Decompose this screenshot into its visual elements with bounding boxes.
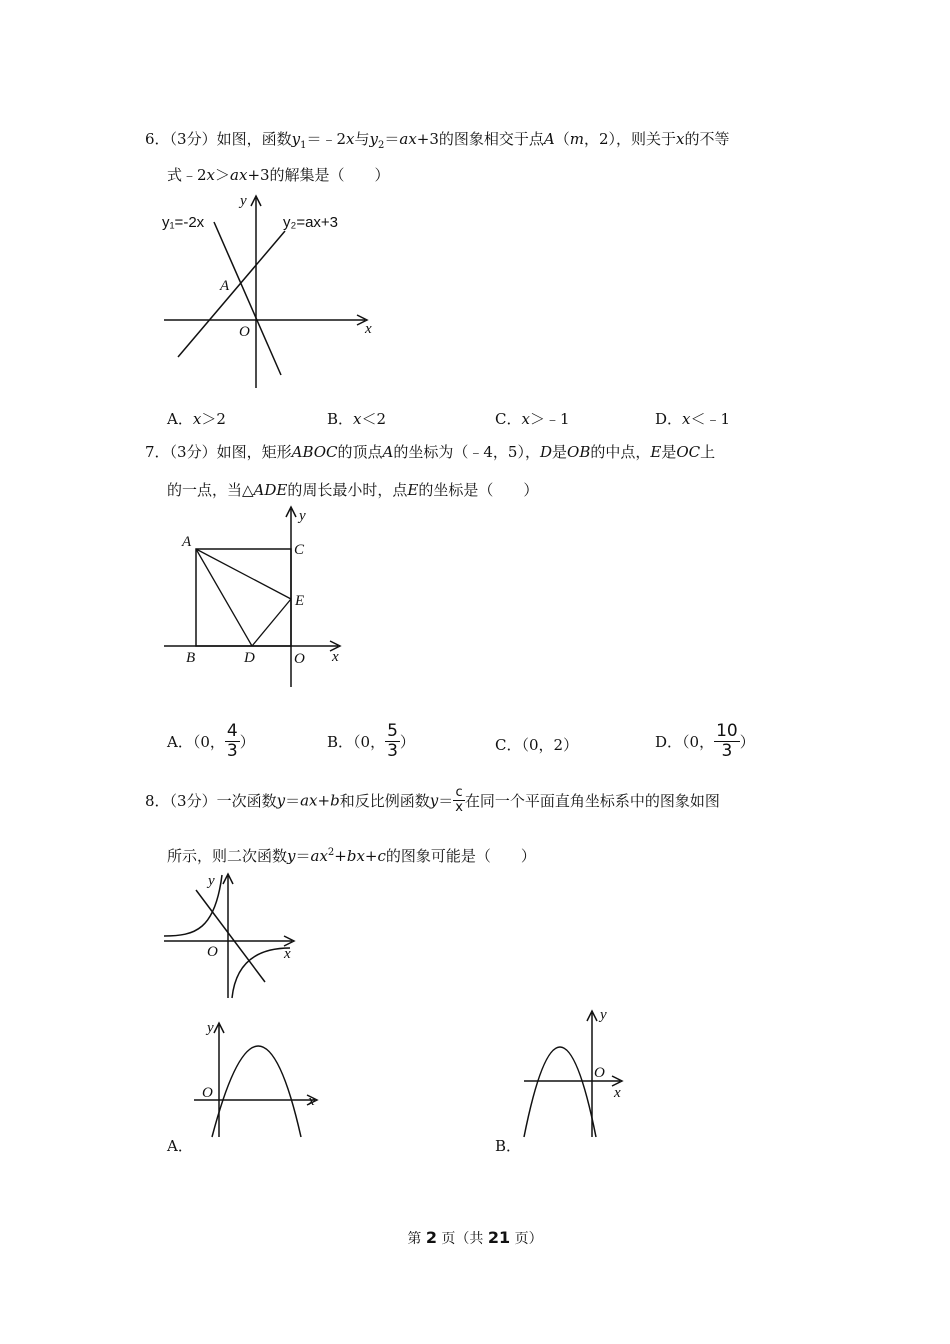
q6-text: +3的图象相交于点 [416, 130, 544, 148]
option-letter: A． [167, 410, 193, 428]
fraction-denominator: 3 [721, 741, 733, 761]
option-letter: D． [655, 733, 683, 751]
q7-text: 的一点，当△ [167, 481, 254, 499]
q8-option-a[interactable]: A． [167, 1137, 193, 1155]
q8-b-axis-x-label: x [614, 1085, 621, 1101]
q7-var: E [650, 443, 662, 461]
q7-option-d[interactable] [655, 722, 755, 761]
q6-text: 与 [354, 130, 370, 148]
q8-text: ＝ [438, 792, 454, 810]
q7-option-a[interactable] [167, 722, 255, 761]
q7-score: （3分） [169, 443, 217, 461]
q6-point-A: A [220, 278, 230, 294]
q8-a-origin: O [202, 1085, 213, 1101]
q7-var: A [382, 443, 394, 461]
option-text: ） [399, 733, 415, 751]
q6-var: ax [399, 130, 417, 148]
footer-text: 页（共 [436, 1231, 488, 1247]
q8-a-axis-x-label: x [308, 1093, 315, 1109]
fraction-numerator: c [453, 786, 465, 801]
option-text: ＜﹣1 [690, 410, 731, 428]
option-fraction [714, 722, 740, 761]
q6-var: x [206, 166, 216, 184]
q7-origin: O [294, 651, 305, 667]
q6-text: 式﹣2 [167, 166, 207, 184]
footer-text: 第 [407, 1231, 426, 1247]
q8-line2 [167, 845, 536, 866]
q7-text: 是 [661, 443, 677, 461]
q6-var: y [369, 130, 378, 148]
q6-text: +3的解集是（ ） [247, 166, 390, 184]
q6-option-d[interactable] [655, 408, 730, 429]
option-letter: C． [495, 410, 522, 428]
footer-text: 页） [510, 1231, 543, 1247]
q6-sub: 2 [377, 140, 385, 151]
q8-text: 在同一个平面直角坐标系中的图象如图 [464, 792, 720, 810]
q6-axis-y-label: y [240, 193, 247, 209]
q7-point-B: B [186, 650, 196, 666]
fraction-numerator: 10 [716, 721, 738, 741]
q7-var: D [539, 443, 553, 461]
q8-score: （3分） [169, 792, 217, 810]
option-text: ＞2 [201, 410, 226, 428]
q8-text: 一次函数 [216, 792, 277, 810]
q8-figure-main [160, 870, 310, 1000]
q8-b-origin: O [594, 1065, 605, 1081]
q6-label-y2: y₂=ax+3 [283, 214, 339, 231]
q6-number: 6． [145, 130, 170, 148]
option-text: ＜2 [361, 410, 387, 428]
q8-main-axis-x-label: x [284, 946, 291, 962]
q6-var: x [346, 130, 355, 148]
q8-var: ax+b [300, 791, 340, 810]
option-letter: A． [167, 733, 193, 751]
q8-a-axis-y-label: y [207, 1020, 214, 1036]
option-var: x [682, 410, 691, 428]
q6-axis-x-label: x [365, 321, 372, 337]
q8-main-origin: O [207, 944, 218, 960]
q6-option-b[interactable] [327, 408, 386, 429]
option-letter: D． [655, 410, 683, 428]
q6-var: y [291, 130, 301, 148]
option-var: x [353, 410, 362, 428]
option-letter: B． [327, 733, 354, 751]
fraction-denominator: 3 [387, 741, 398, 761]
option-letter: C． [495, 736, 522, 754]
q7-text: 的顶点 [337, 443, 383, 461]
q7-point-D: D [244, 650, 255, 666]
option-fraction [225, 722, 240, 761]
q7-option-b[interactable] [327, 722, 415, 761]
q8-sup: 2 [327, 847, 335, 858]
q6-var: x [676, 130, 685, 148]
q7-text: 上 [700, 443, 716, 461]
q8-option-a-figure[interactable] [190, 1015, 350, 1140]
q8-text: 的图象可能是（ ） [385, 847, 536, 865]
q8-text: 所示，则二次函数 [167, 847, 288, 865]
q8-text: ＝ [295, 847, 311, 865]
q7-var: OB [567, 443, 591, 461]
q7-var: ABOC [291, 443, 338, 461]
q7-point-C: C [294, 542, 305, 558]
option-text: （0， [192, 733, 225, 751]
q7-text: 的中点， [590, 443, 651, 461]
q7-axis-x-label: x [332, 649, 339, 665]
fraction-denominator: 3 [226, 741, 238, 761]
q7-var: E [407, 481, 419, 499]
q6-origin: O [239, 324, 250, 340]
q7-var: ADE [253, 481, 288, 499]
q6-var: m [569, 130, 584, 148]
q6-text: ＞ [215, 166, 231, 184]
option-text: （0， [682, 733, 715, 751]
q6-score: （3分） [169, 130, 217, 148]
q7-text: 的坐标是（ ） [418, 481, 539, 499]
q8-var: +bx+c [334, 847, 386, 865]
fraction-denominator: x [455, 800, 463, 815]
q6-text: ，2），则关于 [584, 130, 677, 148]
q8-fraction [453, 786, 465, 815]
q6-text: ＝﹣2 [306, 130, 347, 148]
q6-line2 [167, 164, 390, 185]
q7-option-c[interactable] [495, 734, 578, 755]
q8-number: 8． [145, 792, 170, 810]
footer-total-pages: 21 [487, 1228, 511, 1247]
q7-text: 是 [552, 443, 568, 461]
page-footer [0, 1228, 950, 1248]
q7-text: 如图，矩形 [216, 443, 292, 461]
option-var: x [192, 410, 202, 428]
q7-point-E: E [295, 593, 305, 609]
q7-text: 的周长最小时，点 [287, 481, 408, 499]
q8-var: y [276, 791, 286, 810]
q6-text: ＝ [384, 130, 400, 148]
option-text: （0，2） [521, 736, 579, 754]
q8-var: ax [310, 847, 328, 865]
q7-line1 [145, 441, 715, 462]
option-var: x [521, 410, 530, 428]
q8-var: y [287, 847, 296, 865]
q7-line2 [167, 479, 538, 500]
q6-text: 的不等 [684, 130, 730, 148]
fraction-numerator: 5 [387, 721, 398, 741]
option-text: ） [239, 733, 255, 751]
option-text: （0， [353, 733, 386, 751]
option-letter: B． [327, 410, 354, 428]
q6-label-y1: y₁=-2x [162, 214, 205, 231]
footer-page-number: 2 [425, 1228, 437, 1247]
q8-option-b-figure[interactable] [520, 1005, 670, 1140]
q7-number: 7． [145, 443, 170, 461]
q6-figure [160, 190, 380, 390]
q6-var: ax [230, 166, 248, 184]
q8-text: ＝ [285, 792, 301, 810]
q7-figure [160, 505, 360, 690]
q6-sub: 1 [300, 140, 307, 151]
q6-option-c[interactable] [495, 408, 570, 429]
q8-option-b[interactable]: B． [495, 1137, 522, 1155]
q6-line1 [145, 128, 730, 151]
q8-b-axis-y-label: y [600, 1007, 607, 1023]
option-fraction [385, 722, 400, 761]
q8-main-axis-y-label: y [208, 873, 215, 889]
q8-line1 [145, 786, 720, 815]
q6-var: A [543, 130, 555, 148]
q8-var: y [429, 791, 439, 810]
q7-text: 的坐标为（﹣4，5）， [393, 443, 540, 461]
q7-axis-y-label: y [299, 508, 306, 524]
q6-option-a[interactable] [167, 408, 226, 429]
option-text: ） [739, 733, 755, 751]
fraction-numerator: 4 [226, 721, 238, 741]
option-text: ＞﹣1 [529, 410, 570, 428]
q6-text: （ [554, 130, 570, 148]
q7-point-A: A [182, 534, 192, 550]
q8-text: 和反比例函数 [339, 792, 430, 810]
q6-text: 如图，函数 [216, 130, 292, 148]
q7-var: OC [676, 443, 701, 461]
